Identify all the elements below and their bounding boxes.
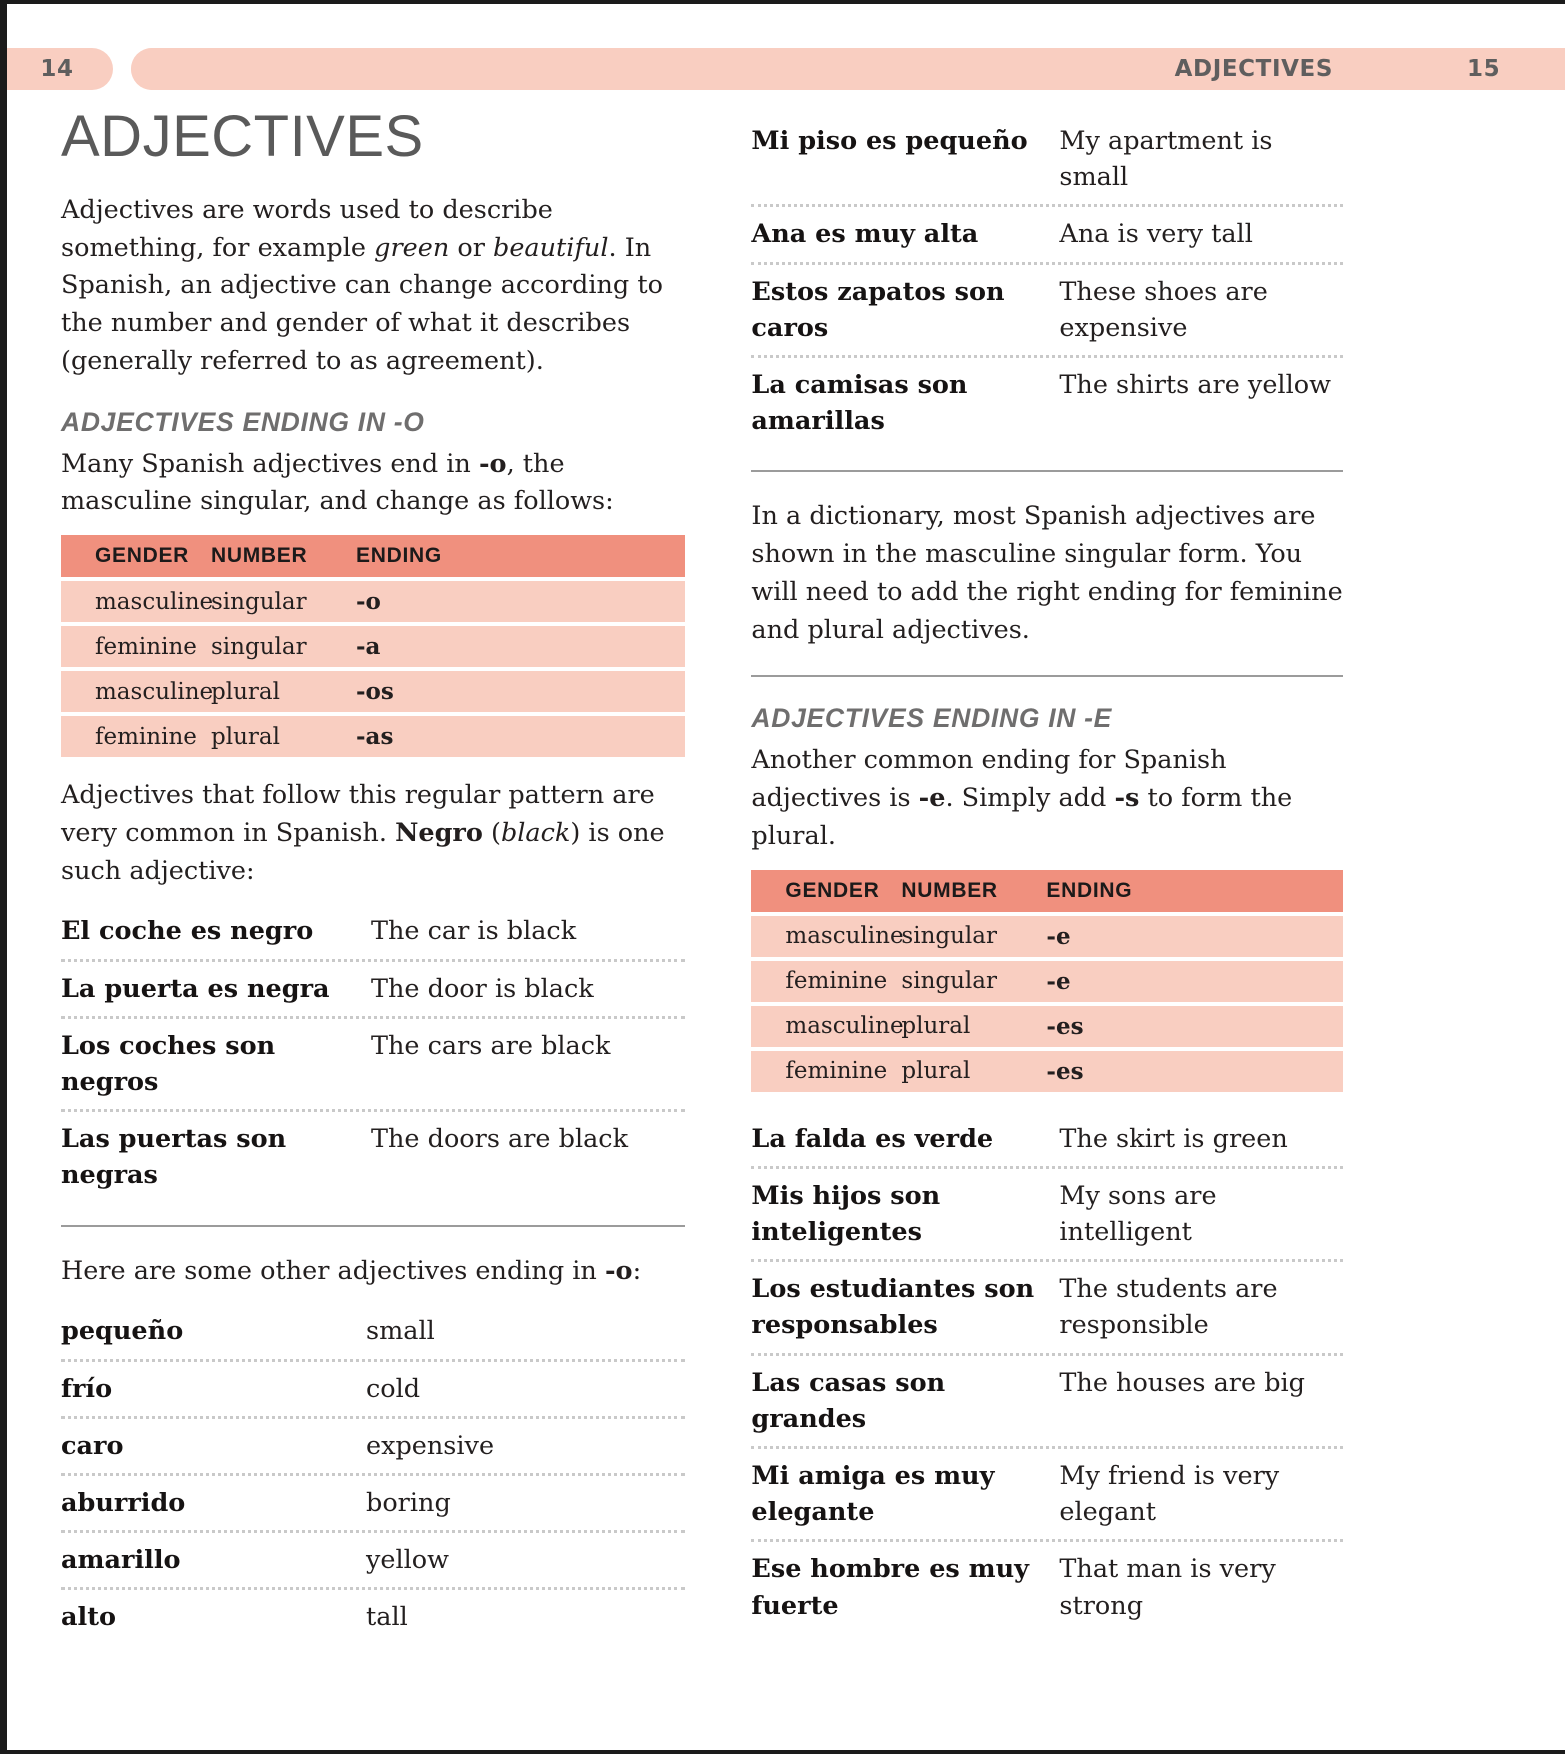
table-row	[61, 671, 685, 712]
table-header-row	[61, 535, 685, 577]
cell-ending: -e	[1046, 922, 1071, 950]
cell-number: plural	[211, 678, 280, 705]
table-row	[61, 716, 685, 757]
example-row	[61, 1359, 685, 1416]
example-spanish: frío	[61, 1373, 113, 1404]
column-header-number: NUMBER	[211, 544, 308, 568]
example-spanish: aburrido	[61, 1487, 186, 1518]
example-english: The doors are black	[371, 1124, 629, 1155]
negro-examples-list	[61, 904, 685, 1202]
example-spanish: El coche es negro	[61, 916, 314, 947]
example-row	[751, 1446, 1343, 1539]
table-row	[61, 626, 685, 667]
table-row	[751, 1006, 1343, 1047]
header-title-right-pill	[131, 48, 1369, 90]
example-spanish: Mi piso es pequeño	[751, 126, 1028, 156]
running-header	[7, 48, 1565, 90]
section-divider-top	[751, 470, 1343, 472]
endings-table-e	[751, 870, 1343, 1092]
bottom-examples-list	[751, 1112, 1343, 1633]
cell-gender: feminine	[785, 968, 888, 995]
column-header-gender: GENDER	[95, 544, 190, 568]
example-spanish: La falda es verde	[751, 1123, 994, 1154]
example-row	[61, 1016, 685, 1109]
example-english: The car is black	[371, 916, 577, 947]
example-spanish: caro	[61, 1430, 124, 1461]
example-english: tall	[366, 1602, 408, 1633]
cell-gender: masculine	[95, 678, 214, 705]
right-column	[737, 108, 1565, 1645]
example-spanish: Los coches son negros	[61, 1030, 276, 1097]
example-row	[751, 1112, 1343, 1166]
example-spanish: pequeño	[61, 1316, 184, 1347]
example-english: cold	[366, 1373, 421, 1404]
section-divider-bottom	[751, 675, 1343, 677]
example-english: My sons are intelligent	[1059, 1180, 1217, 1247]
example-row	[751, 1539, 1343, 1632]
cell-ending: -os	[356, 678, 394, 706]
example-row	[61, 959, 685, 1016]
section-divider	[61, 1225, 685, 1227]
section-heading-adjectives-ending-in-o: ADJECTIVES ENDING IN -O	[61, 406, 425, 437]
intro-paragraph: Adjectives are words used to describe something, for example green or beautiful. In Spanish, an adjective can change according to the number and gender of what it describes (generally referred to as agreement).	[61, 195, 663, 376]
table-row	[751, 1051, 1343, 1092]
example-english: The door is black	[371, 973, 594, 1004]
column-header-number: NUMBER	[901, 878, 998, 902]
vocabulary-list-o	[61, 1304, 685, 1644]
example-english: The houses are big	[1059, 1367, 1305, 1398]
left-column	[7, 104, 737, 1645]
page-number-right-pill	[1419, 48, 1565, 90]
page-title: ADJECTIVES	[61, 104, 424, 169]
example-spanish: alto	[61, 1602, 116, 1633]
cell-ending: -es	[1046, 1012, 1084, 1040]
page-number-right: 15	[1467, 56, 1501, 82]
table-body	[751, 916, 1343, 1092]
cell-number: plural	[901, 1058, 971, 1085]
vocab-intro-paragraph: Here are some other adjectives ending in -o:	[61, 1255, 642, 1286]
column-header-ending: ENDING	[1046, 878, 1133, 902]
example-row	[61, 1587, 685, 1644]
example-english: boring	[366, 1487, 451, 1518]
example-english: expensive	[366, 1430, 495, 1461]
page-number-left: 14	[40, 56, 74, 82]
table-row	[751, 961, 1343, 1002]
section-intro-paragraph: Many Spanish adjectives end in -o, the masculine singular, and change as follows:	[61, 448, 614, 517]
cell-gender: masculine	[95, 588, 214, 615]
example-english: Ana is very tall	[1059, 219, 1253, 250]
example-spanish: La camisas son amarillas	[751, 370, 968, 437]
example-row	[751, 355, 1343, 448]
table-body	[61, 581, 685, 757]
table-header-row	[751, 870, 1343, 912]
example-english: My apartment is small	[1059, 126, 1273, 193]
example-row	[751, 1259, 1343, 1352]
example-spanish: Ana es muy alta	[751, 219, 979, 250]
example-row	[61, 1304, 685, 1358]
cell-gender: feminine	[785, 1058, 888, 1085]
example-row	[751, 1166, 1343, 1259]
example-english: small	[366, 1316, 435, 1347]
cell-gender: feminine	[95, 633, 197, 660]
example-row	[751, 204, 1343, 261]
cell-ending: -a	[356, 633, 381, 661]
example-spanish: Las casas son grandes	[751, 1367, 946, 1434]
column-header-ending: ENDING	[356, 544, 442, 568]
cell-gender: feminine	[95, 723, 197, 750]
header-title-right: ADJECTIVES	[1174, 56, 1333, 82]
example-english: The skirt is green	[1059, 1123, 1288, 1154]
cell-number: plural	[901, 1013, 971, 1040]
example-spanish: Los estudiantes son responsables	[751, 1274, 1035, 1341]
cell-gender: masculine	[785, 1013, 904, 1040]
page-number-left-pill	[0, 48, 113, 90]
cell-number: plural	[211, 723, 280, 750]
example-english: My friend is very elegant	[1059, 1460, 1280, 1528]
example-row	[751, 114, 1343, 204]
example-spanish: Mi amiga es muy elegante	[751, 1460, 995, 1528]
example-spanish: Mis hijos son inteligentes	[751, 1180, 941, 1247]
cell-ending: -es	[1046, 1057, 1084, 1085]
example-english: yellow	[366, 1545, 449, 1576]
cell-ending: -o	[356, 588, 381, 616]
cell-ending: -as	[356, 723, 394, 751]
cell-number: singular	[211, 633, 307, 660]
section-heading-adjectives-ending-in-e: ADJECTIVES ENDING IN -E	[751, 703, 1113, 734]
page-columns	[7, 104, 1565, 1645]
example-english: That man is very strong	[1059, 1554, 1276, 1621]
cell-ending: -e	[1046, 967, 1071, 995]
column-header-gender: GENDER	[785, 878, 880, 902]
example-row	[751, 1353, 1343, 1446]
example-english: The shirts are yellow	[1059, 370, 1331, 401]
cell-number: singular	[901, 968, 997, 995]
table-row	[61, 581, 685, 622]
cell-number: singular	[901, 923, 997, 950]
example-english: The students are responsible	[1059, 1274, 1278, 1341]
example-spanish: amarillo	[61, 1545, 181, 1576]
top-examples-list	[751, 114, 1343, 448]
after-table-paragraph: Adjectives that follow this regular pattern are very common in Spanish. Negro (black) is one such adjective:	[61, 780, 665, 886]
example-row	[751, 262, 1343, 355]
section-intro-paragraph-e: Another common ending for Spanish adjectives is -e. Simply add -s to form the plural.	[751, 745, 1293, 851]
example-row	[61, 1530, 685, 1587]
example-row	[61, 1109, 685, 1202]
cell-gender: masculine	[785, 923, 904, 950]
example-spanish: Estos zapatos son caros	[751, 276, 1005, 343]
example-row	[61, 1416, 685, 1473]
example-spanish: La puerta es negra	[61, 973, 330, 1004]
table-row	[751, 916, 1343, 957]
dictionary-paragraph: In a dictionary, most Spanish adjectives are shown in the masculine singular form. You will need to add the right ending for feminine and plural adjectives.	[751, 501, 1343, 645]
example-row	[61, 904, 685, 958]
cell-number: singular	[211, 588, 307, 615]
example-row	[61, 1473, 685, 1530]
endings-table-o	[61, 535, 685, 757]
example-spanish: Ese hombre es muy fuerte	[751, 1554, 1029, 1621]
example-spanish: Las puertas son negras	[61, 1124, 287, 1191]
example-english: The cars are black	[371, 1030, 611, 1061]
example-english: These shoes are expensive	[1059, 276, 1268, 343]
